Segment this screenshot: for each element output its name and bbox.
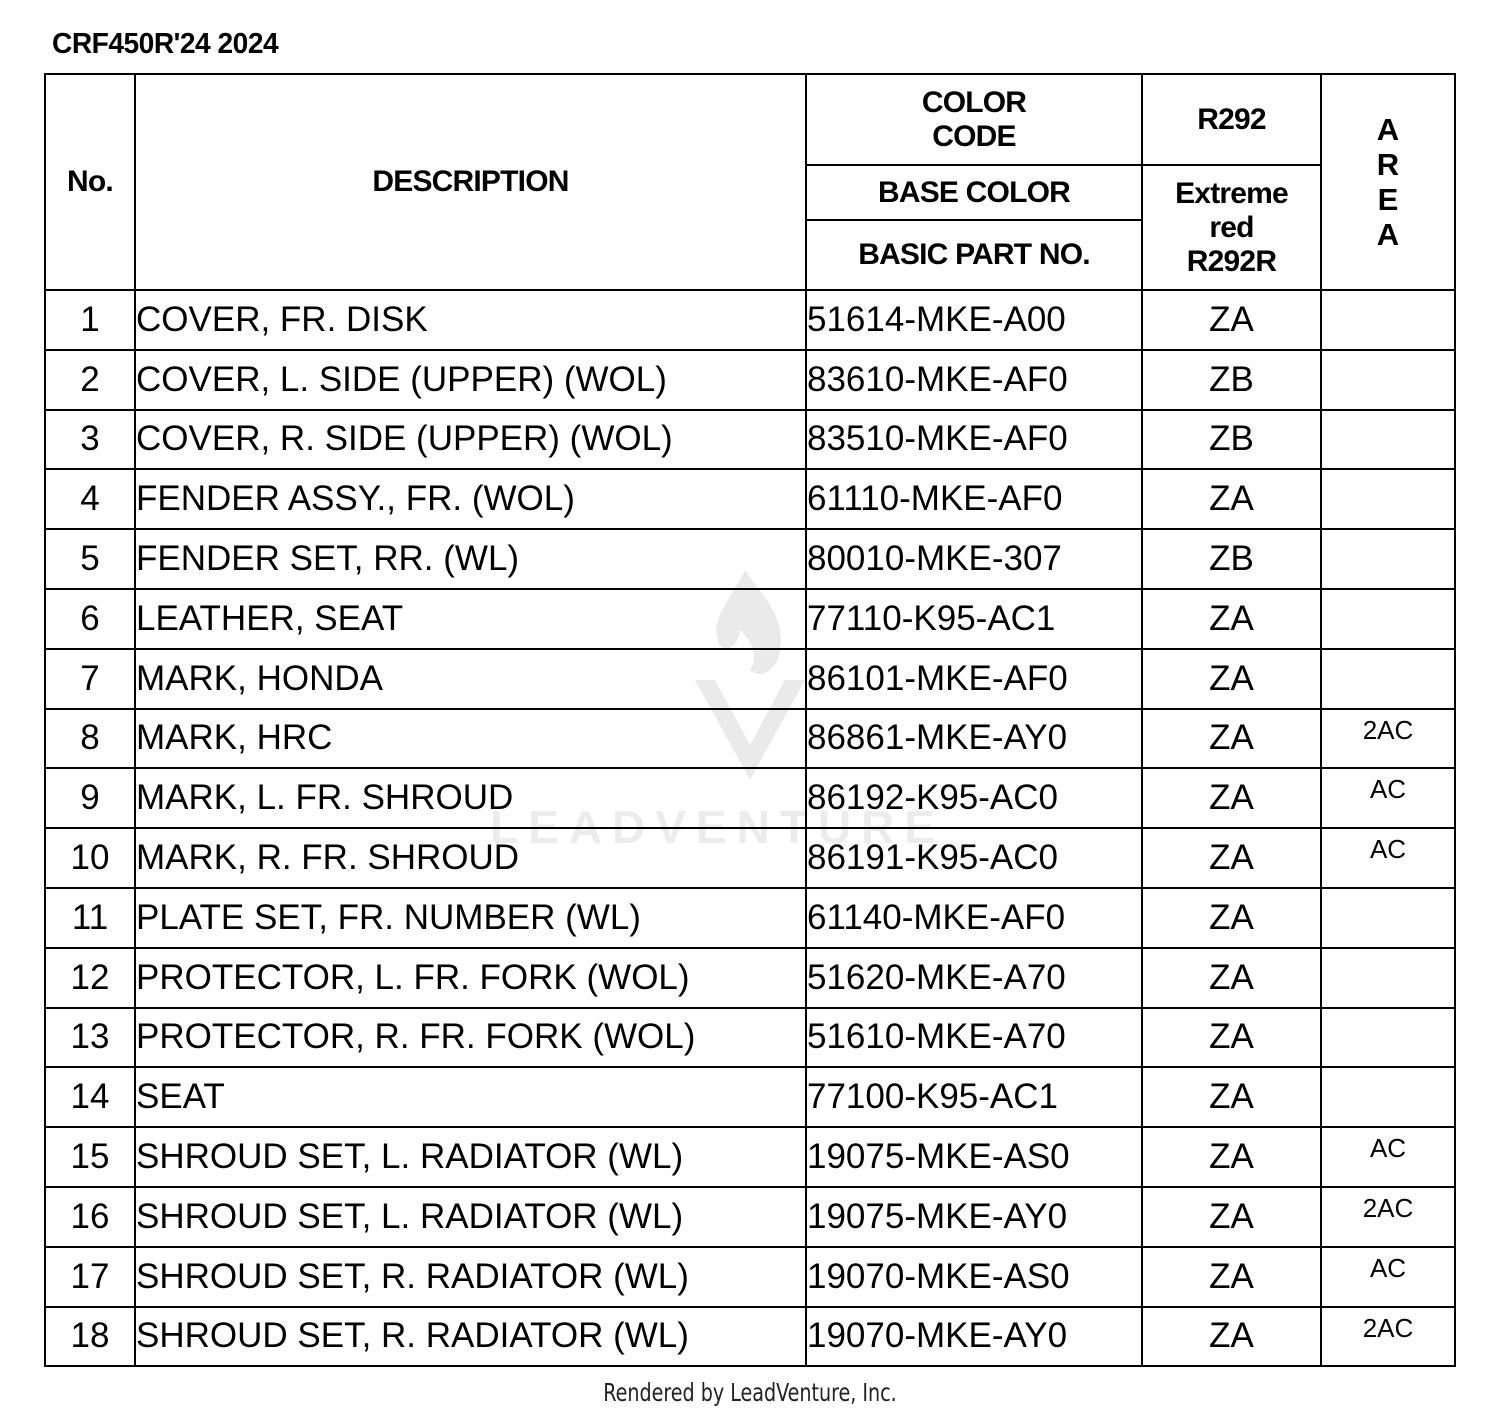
table-row [45, 589, 1455, 649]
watermark-text: LEADVENTURE [490, 801, 946, 853]
header-color-name: Extreme red R292R [1142, 165, 1321, 290]
row-part-no: 61110-MKE-AF0 [806, 469, 1142, 529]
row-part-no: 51614-MKE-A00 [806, 290, 1142, 350]
table-row [45, 469, 1455, 529]
row-no: 16 [45, 1187, 135, 1247]
row-color-code: ZA [1142, 768, 1321, 828]
table-row [45, 948, 1455, 1008]
row-color-code: ZA [1142, 1008, 1321, 1068]
row-part-no: 86861-MKE-AY0 [806, 709, 1142, 769]
row-part-no: 83510-MKE-AF0 [806, 410, 1142, 470]
row-area [1321, 529, 1455, 589]
row-color-code: ZA [1142, 589, 1321, 649]
row-no: 6 [45, 589, 135, 649]
table-row [45, 709, 1455, 769]
row-no: 15 [45, 1127, 135, 1187]
row-area: AC [1321, 768, 1455, 828]
row-no: 2 [45, 350, 135, 410]
table-row [45, 888, 1455, 948]
footer-credit: Rendered by LeadVenture, Inc. [603, 1378, 897, 1407]
row-no: 10 [45, 828, 135, 888]
table-row [45, 1067, 1455, 1127]
row-part-no: 77100-K95-AC1 [806, 1067, 1142, 1127]
row-description: MARK, HONDA [135, 649, 806, 709]
row-color-code: ZA [1142, 469, 1321, 529]
area-letter: R [1376, 147, 1400, 182]
row-area: 2AC [1321, 1307, 1455, 1367]
row-color-code: ZA [1142, 1187, 1321, 1247]
table-row [45, 1187, 1455, 1247]
row-no: 1 [45, 290, 135, 350]
row-part-no: 83610-MKE-AF0 [806, 350, 1142, 410]
row-color-code: ZA [1142, 948, 1321, 1008]
row-description: PROTECTOR, L. FR. FORK (WOL) [135, 948, 806, 1008]
row-no: 8 [45, 709, 135, 769]
row-color-code: ZA [1142, 1307, 1321, 1367]
row-area [1321, 469, 1455, 529]
row-color-code: ZA [1142, 828, 1321, 888]
table-row [45, 768, 1455, 828]
row-area: AC [1321, 1127, 1455, 1187]
row-no: 3 [45, 410, 135, 470]
row-description: SHROUD SET, L. RADIATOR (WL) [135, 1187, 806, 1247]
header-base-color: BASE COLOR [806, 165, 1142, 220]
row-part-no: 51610-MKE-A70 [806, 1008, 1142, 1068]
header-basic-part-no: BASIC PART NO. [806, 220, 1142, 290]
row-area: AC [1321, 1247, 1455, 1307]
table-row [45, 350, 1455, 410]
header-description: DESCRIPTION [135, 74, 806, 290]
row-part-no: 86101-MKE-AF0 [806, 649, 1142, 709]
row-area: 2AC [1321, 709, 1455, 769]
row-description: COVER, FR. DISK [135, 290, 806, 350]
table-row [45, 828, 1455, 888]
row-description: LEATHER, SEAT [135, 589, 806, 649]
row-color-code: ZA [1142, 888, 1321, 948]
row-color-code: ZA [1142, 1247, 1321, 1307]
row-area [1321, 350, 1455, 410]
row-area [1321, 1008, 1455, 1068]
parts-table [44, 73, 1456, 1367]
row-description: FENDER ASSY., FR. (WOL) [135, 469, 806, 529]
row-area: AC [1321, 828, 1455, 888]
row-area [1321, 649, 1455, 709]
row-description: PROTECTOR, R. FR. FORK (WOL) [135, 1008, 806, 1068]
row-area [1321, 290, 1455, 350]
row-description: MARK, R. FR. SHROUD [135, 828, 806, 888]
row-color-code: ZB [1142, 410, 1321, 470]
row-description: MARK, HRC [135, 709, 806, 769]
row-no: 14 [45, 1067, 135, 1127]
table-row [45, 649, 1455, 709]
area-letter: E [1377, 182, 1399, 217]
document-title: CRF450R'24 2024 [52, 28, 279, 60]
row-color-code: ZA [1142, 1067, 1321, 1127]
row-part-no: 19075-MKE-AY0 [806, 1187, 1142, 1247]
row-no: 5 [45, 529, 135, 589]
row-area [1321, 1067, 1455, 1127]
table-row [45, 1307, 1455, 1367]
row-area [1321, 948, 1455, 1008]
row-part-no: 19070-MKE-AY0 [806, 1307, 1142, 1367]
area-letter: A [1376, 112, 1400, 147]
row-description: FENDER SET, RR. (WL) [135, 529, 806, 589]
row-no: 11 [45, 888, 135, 948]
row-area: 2AC [1321, 1187, 1455, 1247]
header-no: No. [45, 74, 135, 290]
table-row [45, 410, 1455, 470]
row-color-code: ZB [1142, 529, 1321, 589]
row-no: 18 [45, 1307, 135, 1367]
row-no: 7 [45, 649, 135, 709]
table-row [45, 290, 1455, 350]
row-description: SHROUD SET, R. RADIATOR (WL) [135, 1307, 806, 1367]
header-color-code-value: R292 [1142, 74, 1321, 165]
row-area [1321, 410, 1455, 470]
row-part-no: 86191-K95-AC0 [806, 828, 1142, 888]
row-description: SEAT [135, 1067, 806, 1127]
row-part-no: 19070-MKE-AS0 [806, 1247, 1142, 1307]
row-no: 13 [45, 1008, 135, 1068]
table-row [45, 529, 1455, 589]
table-row [45, 1247, 1455, 1307]
row-part-no: 51620-MKE-A70 [806, 948, 1142, 1008]
row-color-code: ZA [1142, 1127, 1321, 1187]
table-row [45, 1008, 1455, 1068]
row-color-code: ZA [1142, 290, 1321, 350]
row-part-no: 80010-MKE-307 [806, 529, 1142, 589]
row-part-no: 86192-K95-AC0 [806, 768, 1142, 828]
row-part-no: 77110-K95-AC1 [806, 589, 1142, 649]
header-area [1321, 74, 1455, 290]
header-color-code: COLOR CODE [806, 74, 1142, 165]
row-no: 17 [45, 1247, 135, 1307]
row-part-no: 19075-MKE-AS0 [806, 1127, 1142, 1187]
row-no: 4 [45, 469, 135, 529]
row-part-no: 61140-MKE-AF0 [806, 888, 1142, 948]
row-no: 12 [45, 948, 135, 1008]
row-no: 9 [45, 768, 135, 828]
row-color-code: ZA [1142, 709, 1321, 769]
row-description: SHROUD SET, R. RADIATOR (WL) [135, 1247, 806, 1307]
row-description: COVER, L. SIDE (UPPER) (WOL) [135, 350, 806, 410]
row-color-code: ZA [1142, 649, 1321, 709]
row-description: MARK, L. FR. SHROUD [135, 768, 806, 828]
row-description: COVER, R. SIDE (UPPER) (WOL) [135, 410, 806, 470]
table-row [45, 1127, 1455, 1187]
row-description: SHROUD SET, L. RADIATOR (WL) [135, 1127, 806, 1187]
row-description: PLATE SET, FR. NUMBER (WL) [135, 888, 806, 948]
row-color-code: ZB [1142, 350, 1321, 410]
row-area [1321, 888, 1455, 948]
row-area [1321, 589, 1455, 649]
area-letter: A [1376, 217, 1400, 252]
